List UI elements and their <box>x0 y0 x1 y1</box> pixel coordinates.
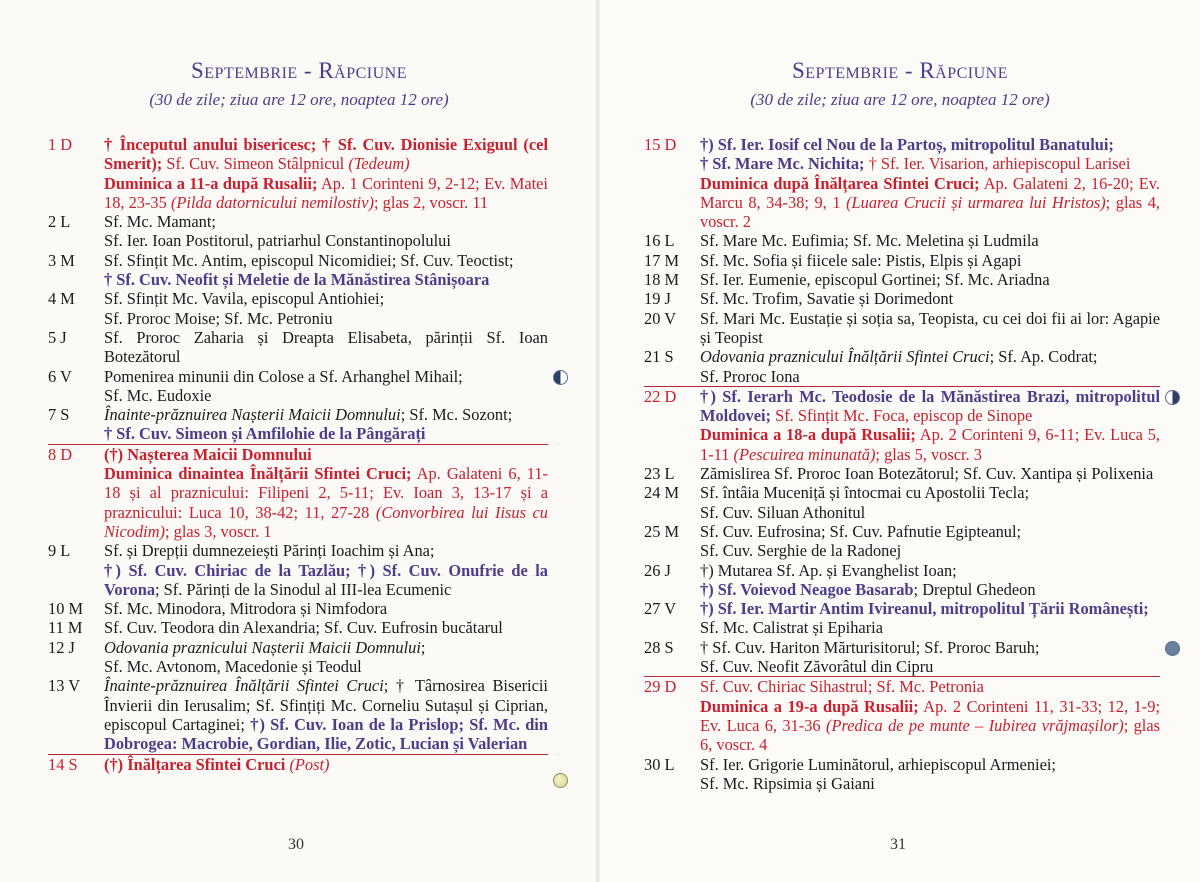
feast-note: (Pilda datornicului nemilostiv) <box>170 192 374 212</box>
feast-text: Sf. și Drepții dumnezeiești Părinți Ioachim și Ana; <box>104 541 435 561</box>
feast-text: Sf. Proroc Moise; Sf. Mc. Petroniu <box>104 308 333 328</box>
feast-text: (†) Nașterea Maicii Domnului <box>104 444 312 464</box>
day-label: 5 J <box>48 327 67 347</box>
feast-line <box>700 387 1160 426</box>
day-feasts <box>700 270 1160 289</box>
calendar-day-entry <box>48 755 548 774</box>
feast-text: Sf. Cuv. Chiriac Sihastrul; Sf. Mc. Petronia <box>700 677 984 697</box>
month-header-left <box>0 58 598 110</box>
month-title: Septembrie - Răpciune <box>190 58 408 83</box>
calendar-day-entry <box>644 561 1160 600</box>
day-label: 21 S <box>644 347 674 367</box>
feast-line <box>700 697 1160 755</box>
feast-note: Înainte-prăznuirea Nașterii Maicii Domnului <box>104 405 401 425</box>
day-label: 2 L <box>48 212 71 232</box>
calendar-day-entry <box>644 251 1160 270</box>
feast-line <box>104 386 548 405</box>
day-label: 18 M <box>644 270 680 290</box>
day-label: 4 M <box>48 289 75 309</box>
day-label: 19 J <box>644 289 671 309</box>
day-label: 26 J <box>644 560 671 580</box>
calendar-day-entry <box>48 541 548 599</box>
calendar-day-entry <box>48 445 548 541</box>
day-feasts <box>104 445 548 541</box>
day-feasts <box>104 289 548 328</box>
day-feasts <box>104 541 548 599</box>
feast-text: ; glas 6, voscr. 4 <box>700 715 1161 755</box>
feast-line <box>700 231 1160 250</box>
feast-line <box>104 135 548 174</box>
day-feasts <box>104 212 548 251</box>
feast-line <box>104 309 548 328</box>
feast-text: †) Sf. Cuv. Ioan de la Prislop; Sf. Mc. din Dobrogea: Macrobie, Gordian, Ilie, Zotic, Lucian și Valerian <box>104 714 548 754</box>
feast-note: (Convorbirea lui Iisus cu Nicodim) <box>104 502 548 541</box>
calendar-day-entry <box>644 677 1160 754</box>
day-feasts <box>700 638 1160 677</box>
day-label: 7 S <box>48 405 70 425</box>
feast-note: Odovania praznicului Nașterii Maicii Domnului <box>104 637 421 657</box>
feast-line <box>104 464 548 541</box>
feast-text: Pomenirea minunii din Colose a Sf. Arhanghel Mihail; <box>104 366 463 386</box>
feast-line <box>700 774 1160 793</box>
feast-text: Sf. Mc. Ripsimia și Gaiani <box>700 773 875 793</box>
feast-line <box>700 251 1160 270</box>
day-label: 15 D <box>644 135 677 154</box>
feast-text: Duminica după Înălțarea Sfintei Cruci; <box>700 173 980 193</box>
feast-text: Sf. Mc. Sofia și fiicele sale: Pistis, Elpis și Agapi <box>700 250 1022 270</box>
calendar-day-entry <box>644 231 1160 250</box>
feast-line <box>104 676 548 753</box>
feast-text: ; glas 5, voscr. 3 <box>875 444 982 464</box>
calendar-day-entry <box>48 618 548 637</box>
feast-line <box>700 174 1160 232</box>
day-label: 6 V <box>48 366 72 386</box>
calendar-day-entry <box>48 212 548 251</box>
feast-text: ; Dreptul Ghedeon <box>913 579 1036 599</box>
feast-line <box>700 347 1160 366</box>
feast-note: (Luarea Crucii și urmarea lui Hristos) <box>846 192 1106 212</box>
calendar-day-entry <box>644 270 1160 289</box>
feast-line <box>104 212 548 231</box>
day-label: 29 D <box>644 677 677 697</box>
day-label: 3 M <box>48 250 75 270</box>
day-feasts <box>700 251 1160 270</box>
day-feasts <box>700 464 1160 483</box>
feast-text: Sf. Sfințit Mc. Foca, episcop de Sinope <box>771 406 1033 426</box>
day-label: 17 M <box>644 250 680 270</box>
feast-text: ; Sf. Mc. Sozont; <box>400 405 513 425</box>
feast-text: Sf. Cuv. Eufrosina; Sf. Cuv. Pafnutie Egipteanul; <box>700 521 1022 541</box>
day-feasts <box>104 251 548 290</box>
calendar-day-entry <box>48 328 548 367</box>
feast-line <box>104 618 548 637</box>
day-label: 28 S <box>644 637 674 657</box>
feast-line <box>104 328 548 367</box>
page-left <box>0 0 598 882</box>
feast-text: ; † Târnosirea Bisericii Învierii din Ierusalim; Sf. Sfințiți Mc. Corneliu Sutașul și Ciprian, episcopul Cartaginei; <box>104 676 548 734</box>
calendar-day-entry <box>644 483 1160 522</box>
feast-text: †) Sf. Cuv. Chiriac de la Tazlău; †) Sf. Cuv. Onufrie de la Vorona <box>104 560 548 599</box>
feast-text: †) Sf. Ier. Martir Antim Ivireanul, mitropolitul Țării Românești; <box>700 599 1149 619</box>
feast-text: † Sf. Mare Mc. Nichita; <box>700 154 865 174</box>
feast-line <box>700 289 1160 308</box>
feast-note: Înainte-prăznuirea Înălțării Sfintei Cruci <box>104 676 384 696</box>
feast-text: † Începutul anului bisericesc; † Sf. Cuv. Dionisie Exiguul (cel Smerit); <box>104 135 548 174</box>
feast-line <box>104 561 548 600</box>
feast-line <box>700 309 1160 348</box>
day-label: 16 L <box>644 231 675 251</box>
page-number: 31 <box>890 836 906 853</box>
day-label: 27 V <box>644 599 677 619</box>
calendar-day-entry <box>48 367 548 406</box>
feast-text: Sf. Sfințit Mc. Antim, episcopul Nicomidiei; Sf. Cuv. Teoctist; <box>104 250 514 270</box>
day-label: 23 L <box>644 464 675 484</box>
feast-text: Sf. Mc. Minodora, Mitrodora și Nimfodora <box>104 599 388 619</box>
calendar-day-entry <box>48 599 548 618</box>
day-feasts <box>104 618 548 637</box>
day-label: 1 D <box>48 135 73 154</box>
day-feasts <box>104 676 548 753</box>
feast-text: Sf. Ier. Eumenie, episcopul Gortinei; Sf. Mc. Ariadna <box>700 270 1050 290</box>
feast-text: Sf. Cuv. Siluan Athonitul <box>700 502 866 522</box>
calendar-entries-right <box>644 135 1160 793</box>
calendar-entries-left <box>48 135 548 774</box>
feast-line <box>700 657 1160 676</box>
page-number: 30 <box>288 836 304 853</box>
feast-text: Sf. Ier. Ioan Postitorul, patriarhul Constantinopolului <box>104 231 451 251</box>
day-feasts <box>700 135 1160 231</box>
feast-line <box>700 367 1160 386</box>
feast-text: Sf. Proroc Iona <box>700 366 800 386</box>
feast-text: †) Sf. Ier. Iosif cel Nou de la Partoș, mitropolitul Banatului; <box>700 135 1114 154</box>
feast-line <box>700 580 1160 599</box>
feast-line <box>700 425 1160 464</box>
day-feasts <box>700 599 1160 638</box>
feast-line <box>104 231 548 250</box>
feast-line <box>700 154 1160 173</box>
feast-line <box>700 618 1160 637</box>
day-feasts <box>700 522 1160 561</box>
feast-text: †) Sf. Voievod Neagoe Basarab <box>700 579 914 599</box>
page-right <box>600 0 1200 882</box>
feast-line <box>700 483 1160 502</box>
feast-text: Sf. Mc. Trofim, Savatie și Dorimedont <box>700 289 954 309</box>
calendar-day-entry <box>48 676 548 754</box>
feast-text: Sf. Cuv. Neofit Zăvorâtul din Cipru <box>700 657 934 677</box>
calendar-day-entry <box>644 309 1160 348</box>
feast-text: Sf. Ier. Grigorie Luminătorul, arhiepiscopul Armeniei; <box>700 754 1056 774</box>
feast-text: Duminica a 11-a după Rusalii; <box>104 173 318 193</box>
month-header-right <box>600 58 1200 110</box>
feast-text: ; Sf. Ap. Codrat; <box>989 347 1098 367</box>
feast-text: Sf. Mari Mc. Eustație și soția sa, Teopista, cu cei doi fii ai lor: Agapie și Teopist <box>700 308 1160 347</box>
feast-text: ; glas 3, voscr. 1 <box>165 521 272 541</box>
calendar-day-entry <box>644 638 1160 678</box>
calendar-day-entry <box>644 289 1160 308</box>
feast-text: ; Sf. Părinți de la Sinodul al III-lea Ecumenic <box>155 579 452 599</box>
feast-text: Sf. Cuv. Serghie de la Radonej <box>700 541 902 561</box>
feast-line <box>700 599 1160 618</box>
calendar-day-entry <box>644 755 1160 794</box>
feast-note: Odovania praznicului Înălțării Sfintei Cruci <box>700 347 990 367</box>
calendar-day-entry <box>644 387 1160 464</box>
feast-text: †) Mutarea Sf. Ap. și Evanghelist Ioan; <box>700 560 957 580</box>
feast-text: Sf. Mare Mc. Eufimia; Sf. Mc. Meletina și Ludmila <box>700 231 1039 251</box>
day-label: 13 V <box>48 676 81 696</box>
feast-line <box>700 638 1160 657</box>
feast-text: † Sf. Cuv. Hariton Mărturisitorul; Sf. Proroc Baruh; <box>700 637 1040 657</box>
calendar-day-entry <box>644 347 1160 387</box>
feast-line <box>104 251 548 270</box>
day-feasts <box>700 387 1160 464</box>
day-feasts <box>104 135 548 212</box>
feast-line <box>104 599 548 618</box>
feast-line <box>700 464 1160 483</box>
feast-note: (Tedeum) <box>348 154 410 174</box>
feast-text: (†) Înălțarea Sfintei Cruci <box>104 754 290 774</box>
feast-text: ; <box>420 637 426 657</box>
day-feasts <box>104 599 548 618</box>
day-label: 11 M <box>48 618 83 638</box>
feast-text: Ap. 2 Corinteni 9, 6-11; Ev. Luca 5, 1-11 <box>700 425 1161 464</box>
feast-line <box>104 174 548 213</box>
feast-text: Duminica a 18-a după Rusalii; <box>700 425 916 445</box>
moon-phase-new-icon <box>1165 641 1180 656</box>
feast-text: Sf. Mc. Calistrat și Epiharia <box>700 618 883 638</box>
feast-text: †) Sf. Ierarh Mc. Teodosie de la Mănăstirea Brazi, mitropolitul Moldovei; <box>700 386 1160 426</box>
feast-text: Duminica dinaintea Înălțării Sfintei Cruci; <box>104 464 412 484</box>
feast-line <box>700 541 1160 560</box>
feast-text: Sf. Cuv. Simeon Stâlpnicul <box>162 154 349 174</box>
feast-text: Sf. Sfințit Mc. Vavila, episcopul Antiohiei; <box>104 289 385 309</box>
feast-text: Sf. întâia Muceniță și întocmai cu Apostolii Tecla; <box>700 483 1030 503</box>
feast-line <box>700 677 1160 696</box>
feast-line <box>104 755 548 774</box>
day-feasts <box>700 231 1160 250</box>
feast-text: Sf. Mc. Avtonom, Macedonie și Teodul <box>104 657 362 677</box>
day-feasts <box>700 677 1160 754</box>
feast-text: Ap. 1 Corinteni 9, 2-12; Ev. Matei 18, 23-35 <box>104 173 548 212</box>
feast-note: (Predica de pe munte – Iubirea vrăjmașilor) <box>825 715 1124 735</box>
day-label: 22 D <box>644 386 677 406</box>
feast-line <box>700 503 1160 522</box>
moon-phase-first-icon <box>553 370 568 385</box>
feast-line <box>104 657 548 676</box>
month-title: Septembrie - Răpciune <box>791 58 1009 83</box>
feast-text: Duminica a 19-a după Rusalii; <box>700 696 919 716</box>
feast-line <box>700 522 1160 541</box>
feast-text: Sf. Cuv. Teodora din Alexandria; Sf. Cuv. Eufrosin bucătarul <box>104 618 503 638</box>
feast-text: ; glas 4, voscr. 2 <box>700 192 1160 232</box>
feast-text: † Sf. Cuv. Neofit și Meletie de la Mănăstirea Stânișoara <box>104 270 490 290</box>
feast-text: Sf. Mc. Eudoxie <box>104 385 212 405</box>
calendar-day-entry <box>644 464 1160 483</box>
day-label: 12 J <box>48 637 75 657</box>
day-feasts <box>700 755 1160 794</box>
feast-line <box>700 755 1160 774</box>
feast-text: Sf. Mc. Mamant; <box>104 212 216 232</box>
feast-text: Ap. Galateni 2, 16-20; Ev. Marcu 8, 34-38; 9, 1 <box>700 173 1161 212</box>
calendar-day-entry <box>644 522 1160 561</box>
feast-note: (Post) <box>289 754 330 774</box>
day-label: 8 D <box>48 444 73 464</box>
feast-text: Zămislirea Sf. Proroc Ioan Botezătorul; Sf. Cuv. Xantipa și Polixenia <box>700 464 1154 484</box>
day-feasts <box>700 347 1160 386</box>
feast-line <box>104 270 548 289</box>
feast-line <box>104 367 548 386</box>
calendar-day-entry <box>644 135 1160 231</box>
calendar-day-entry <box>644 599 1160 638</box>
feast-text: Ap. 2 Corinteni 11, 31-33; 12, 1-9; Ev. Luca 6, 31-36 <box>700 696 1160 735</box>
day-label: 10 M <box>48 599 84 619</box>
day-feasts <box>700 289 1160 308</box>
day-label: 14 S <box>48 754 78 774</box>
feast-line <box>104 405 548 424</box>
day-feasts <box>700 561 1160 600</box>
feast-note: (Pescuirea minunată) <box>733 444 876 464</box>
calendar-day-entry <box>48 638 548 677</box>
feast-line <box>700 270 1160 289</box>
day-label: 24 M <box>644 483 680 503</box>
day-feasts <box>104 405 548 444</box>
day-label: 25 M <box>644 521 680 541</box>
feast-line <box>104 638 548 657</box>
feast-line <box>700 135 1160 154</box>
day-label: 30 L <box>644 754 675 774</box>
feast-line <box>104 541 548 560</box>
calendar-day-entry <box>48 289 548 328</box>
day-feasts <box>104 638 548 677</box>
feast-text: Ap. Galateni 6, 11-18 și al praznicului: Filipeni 2, 5-11; Ev. Ioan 3, 13-17 și a praznicului: Luca 10, 38-42; 11, 27-28 <box>104 464 549 522</box>
feast-line <box>700 561 1160 580</box>
day-feasts <box>104 367 548 406</box>
moon-phase-full-icon <box>553 773 568 788</box>
day-feasts <box>104 328 548 367</box>
day-feasts <box>700 483 1160 522</box>
feast-line <box>104 424 548 443</box>
day-feasts <box>700 309 1160 348</box>
calendar-day-entry <box>48 405 548 445</box>
day-label: 20 V <box>644 308 677 328</box>
feast-text: Sf. Proroc Zaharia și Dreapta Elisabeta, părinții Sf. Ioan Botezătorul <box>104 327 548 367</box>
feast-text: ; glas 2, voscr. 11 <box>373 192 489 212</box>
month-subtitle: (30 de zile; ziua are 12 ore, noaptea 12 ore) <box>149 90 449 109</box>
month-subtitle: (30 de zile; ziua are 12 ore, noaptea 12 ore) <box>750 90 1050 109</box>
feast-text: † Sf. Ier. Visarion, arhiepiscopul Larisei <box>864 154 1131 174</box>
feast-line <box>104 289 548 308</box>
calendar-day-entry <box>48 135 548 212</box>
moon-phase-last-icon <box>1165 390 1180 405</box>
day-feasts <box>104 755 548 774</box>
feast-line <box>104 445 548 464</box>
calendar-day-entry <box>48 251 548 290</box>
feast-text: † Sf. Cuv. Simeon și Amfilohie de la Pângărați <box>104 424 426 444</box>
day-label: 9 L <box>48 541 71 561</box>
